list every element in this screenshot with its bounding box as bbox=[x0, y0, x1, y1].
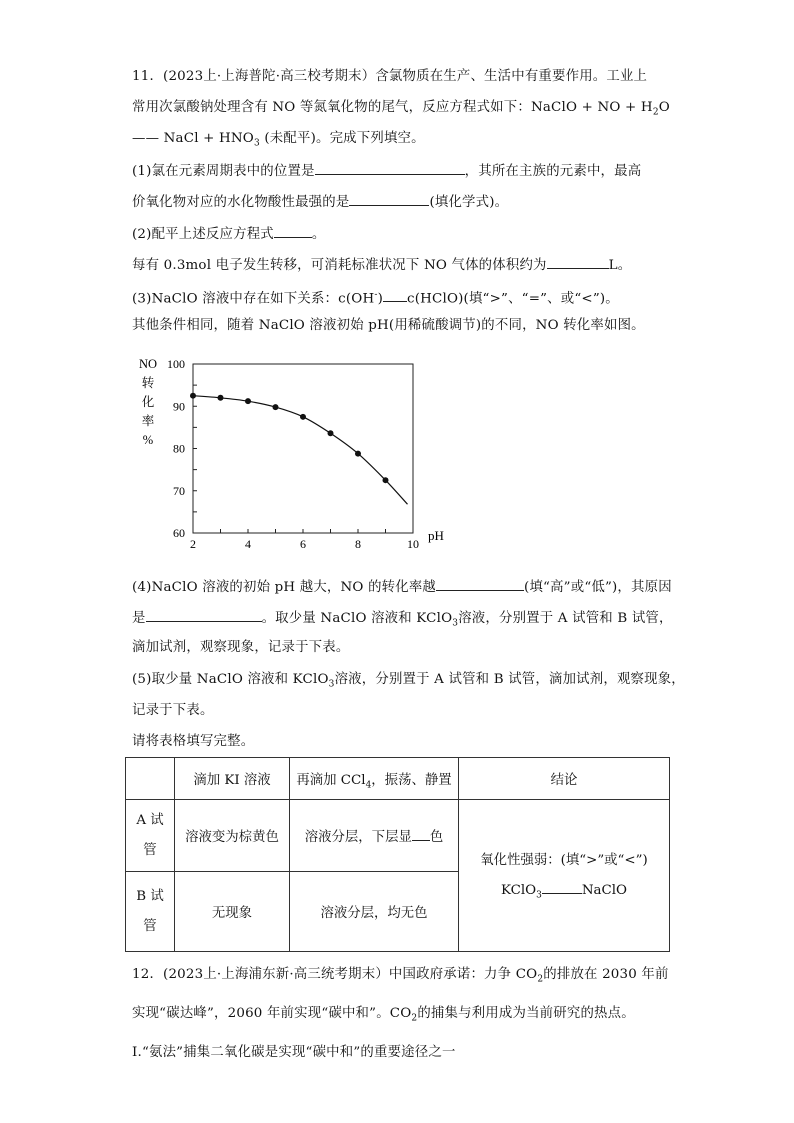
x-tick-label: 4 bbox=[245, 537, 251, 551]
table-header-conclusion: 结论 bbox=[459, 758, 670, 800]
row-b-ccl4-result: 溶液分层，均无色 bbox=[290, 872, 459, 952]
data-point bbox=[355, 451, 361, 457]
answer-blank[interactable] bbox=[315, 161, 465, 175]
answer-blank[interactable] bbox=[547, 255, 609, 269]
row-a-label: A 试 管 bbox=[126, 800, 175, 872]
q11-part5-line-1: (5)取少量 NaClO 溶液和 KClO$_3$溶液，分别置于 A 试管和 B 试管，滴加试剂，观察现象， bbox=[132, 672, 685, 690]
answer-blank[interactable] bbox=[436, 577, 524, 591]
q11-line-1: 11．(2023上·上海普陀·高三校考期末）含氯物质在生产、生活中有重要作用。工业上 bbox=[132, 69, 648, 84]
q11-line-2: 常用次氯酸钠处理含有 NO 等氮氧化物的尾气，反应方程式如下：NaClO + NO + $H_2O$ bbox=[132, 100, 670, 118]
experiment-table bbox=[125, 757, 670, 952]
x-tick-label: 2 bbox=[190, 537, 196, 551]
y-tick-label: 100 bbox=[167, 357, 185, 371]
q11-part2-line-2: 每有 0.3mol 电子发生转移，可消耗标准状况下 NO 气体的体积约为 L。 bbox=[132, 255, 631, 275]
q11-part4-line-2: 是 。取少量 NaClO 溶液和 KClO$_3$溶液，分别置于 A 试管和 B 试管， bbox=[132, 608, 673, 628]
y-axis-label-char: NO bbox=[138, 357, 158, 371]
answer-blank[interactable] bbox=[542, 880, 582, 894]
table-header-empty bbox=[126, 758, 175, 800]
q11-part1-line-2: 价氧化物对应的水化物酸性最强的是 (填化学式)。 bbox=[132, 192, 508, 212]
q12-line-3: Ⅰ.“氨法”捕集二氧化碳是实现“碳中和”的重要途径之一 bbox=[132, 1045, 456, 1060]
q11-part4-line-3: 滴加试剂，观察现象，记录于下表。 bbox=[132, 640, 350, 655]
row-a-ccl4-result: 溶液分层，下层显 色 bbox=[290, 800, 459, 872]
y-tick-label: 80 bbox=[173, 441, 185, 456]
table-header-ki: 滴加 KI 溶液 bbox=[175, 758, 290, 800]
data-point bbox=[273, 404, 279, 410]
data-point bbox=[300, 414, 306, 420]
conclusion-cell: 氧化性强弱：(填“>”或“<”) KClO$_3$ NaClO bbox=[459, 800, 670, 952]
q11-part2-line-1: (2)配平上述反应方程式 。 bbox=[132, 224, 325, 244]
q12-line-2: 实现“碳达峰”，2060 年前实现“碳中和”。$CO_2$的捕集与利用成为当前研究的热点。 bbox=[132, 1006, 635, 1024]
table-row bbox=[126, 800, 670, 872]
data-point bbox=[245, 398, 251, 404]
answer-blank[interactable] bbox=[274, 224, 312, 238]
data-point bbox=[190, 393, 196, 399]
row-b-label: B 试 管 bbox=[126, 872, 175, 952]
answer-blank[interactable] bbox=[383, 288, 407, 302]
y-axis-label-char: 化 bbox=[141, 395, 155, 409]
table-header-row bbox=[126, 758, 670, 800]
x-tick-label: 8 bbox=[355, 537, 361, 551]
q11-part4-line-1: (4)NaClO 溶液的初始 pH 越大，NO 的转化率越 (填“高”或“低”)，其原因 bbox=[132, 577, 672, 597]
answer-blank[interactable] bbox=[412, 827, 430, 841]
y-tick-label: 60 bbox=[173, 526, 185, 540]
q11-part5-line-2: 记录于下表。 bbox=[132, 703, 214, 718]
y-axis-label-char: 率 bbox=[141, 414, 155, 428]
plot-frame bbox=[193, 364, 413, 533]
q11-part1-line-1: (1)氯在元素周期表中的位置是 ，其所在主族的元素中，最高 bbox=[132, 161, 641, 181]
x-axis-label: pH bbox=[428, 528, 444, 543]
q11-line-3: —— NaCl + $HNO_3$ (未配平)。完成下列填空。 bbox=[132, 131, 425, 149]
y-axis-label-char: % bbox=[142, 433, 154, 447]
row-b-ki-result: 无现象 bbox=[175, 872, 290, 952]
data-point bbox=[383, 477, 389, 483]
data-point bbox=[218, 395, 224, 401]
data-point bbox=[328, 430, 334, 436]
y-tick-label: 70 bbox=[173, 483, 185, 498]
q11-part3-line-2: 其他条件相同，随着 NaClO 溶液初始 pH(用稀硫酸调节)的不同，NO 转化率如图。 bbox=[132, 318, 645, 333]
q12-line-1: 12．(2023上·上海浦东新·高三统考期末）中国政府承诺：力争 $CO_2$的排放在 2030 年前 bbox=[132, 967, 669, 985]
answer-blank[interactable] bbox=[146, 608, 262, 622]
table-header-ccl4: 再滴加 CCl$_4$，振荡、静置 bbox=[290, 758, 459, 800]
x-tick-label: 10 bbox=[407, 537, 419, 551]
no-conversion-chart bbox=[130, 352, 460, 552]
x-tick-label: 6 bbox=[300, 537, 306, 551]
y-tick-label: 90 bbox=[173, 399, 185, 414]
y-axis-label-char: 转 bbox=[141, 376, 155, 390]
conversion-curve bbox=[193, 396, 408, 505]
y-axis-label bbox=[139, 357, 157, 447]
q11-part5-line-3: 请将表格填写完整。 bbox=[132, 734, 255, 749]
answer-blank[interactable] bbox=[349, 192, 429, 206]
q11-part3-line-1: (3)NaClO 溶液中存在如下关系：c(OH-) c(HClO)(填“>”、“=”、或“<”)。 bbox=[132, 290, 619, 307]
row-a-ki-result: 溶液变为棕黄色 bbox=[175, 800, 290, 872]
